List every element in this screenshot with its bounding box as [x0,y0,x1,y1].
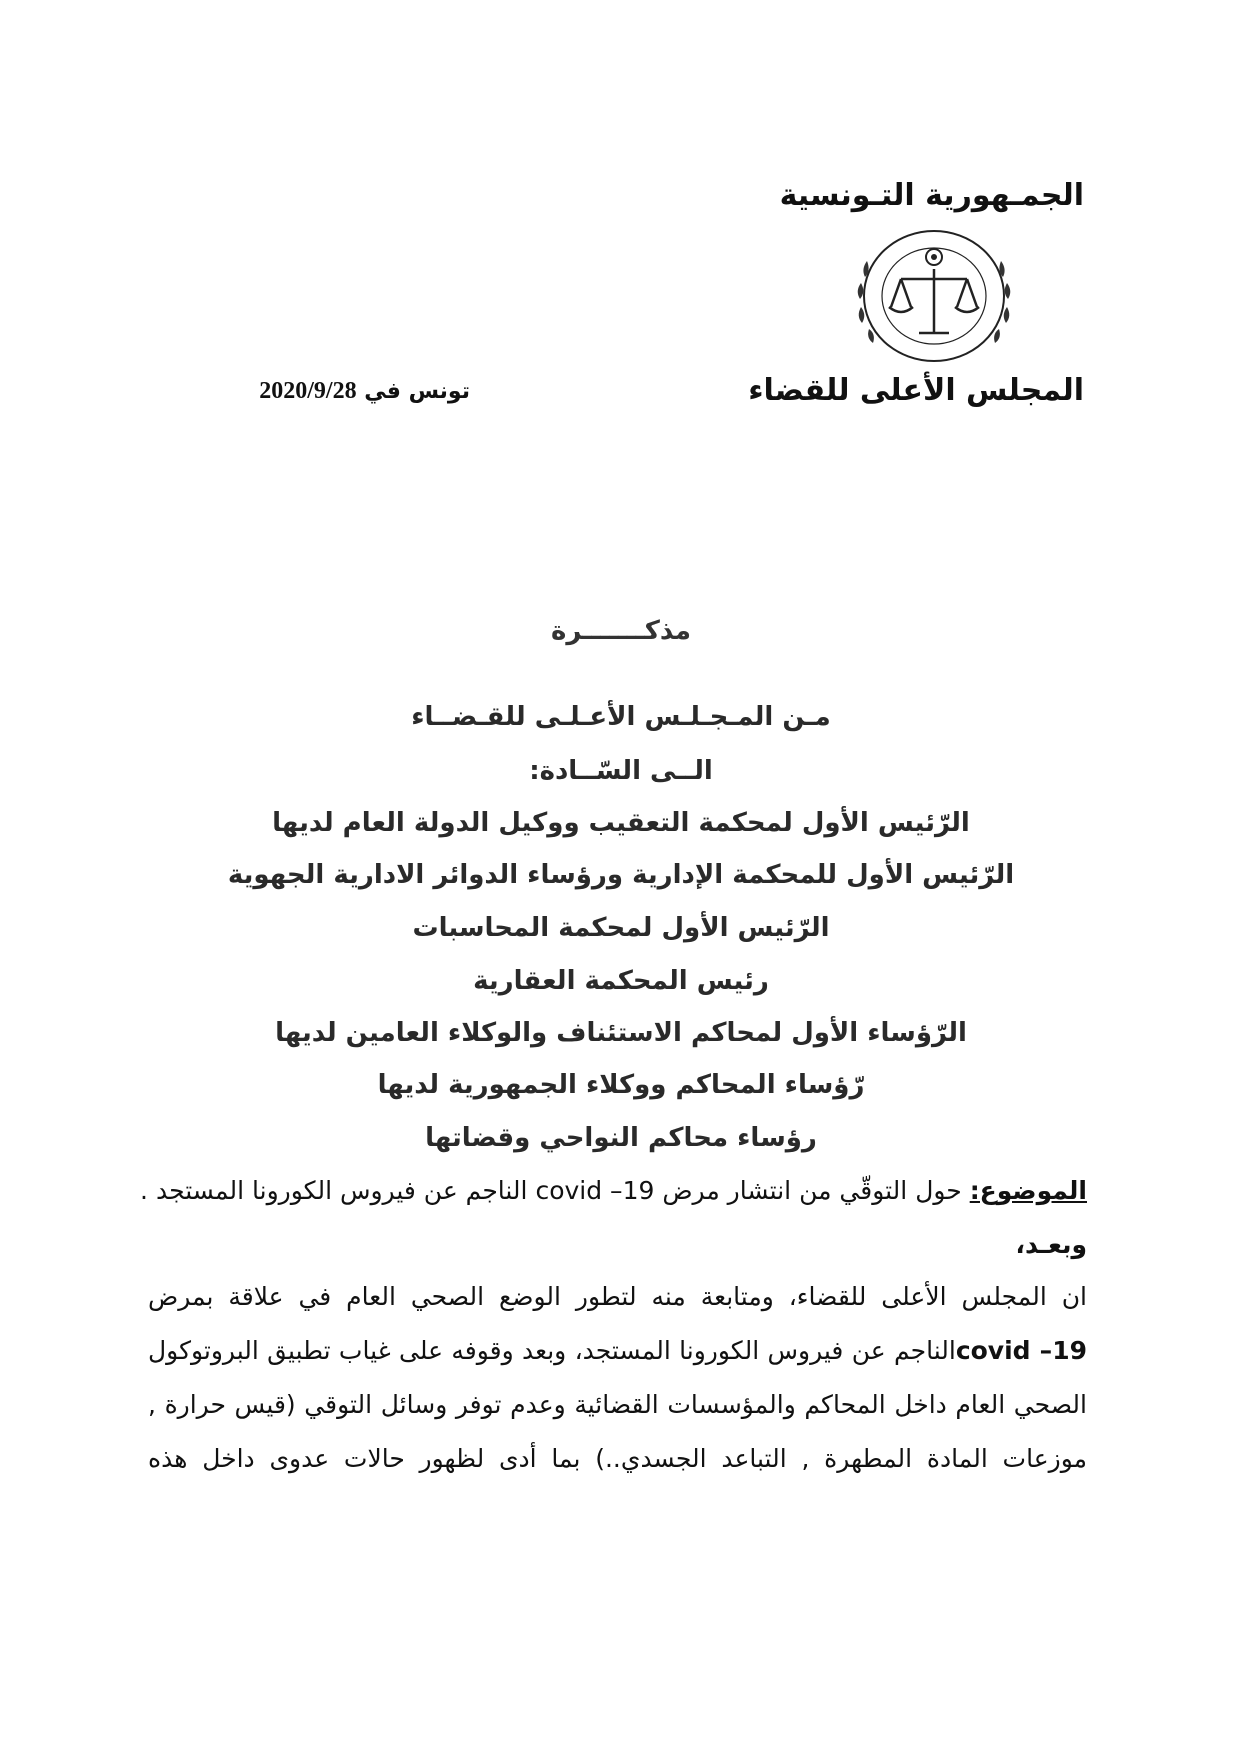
memo-from: مـن المـجـلـس الأعـلـى للقـضــاء [411,702,831,732]
recipient-line: الرّئيس الأول لمحكمة المحاسبات [412,913,830,943]
subject-text: حول التوقّي من انتشار مرض 19– covid الناجم عن فيروس الكورونا المستجد . [140,1176,962,1205]
body-line: الصحي العام داخل المحاكم والمؤسسات القضائية وعدم توفر وسائل التوقي (قيس حرارة , [148,1390,1087,1419]
body-line-text: الناجم عن فيروس الكورونا المستجد، وبعد وقوفه على غياب تطبيق البروتوكول [148,1336,956,1365]
date-value: 2020/9/28 [259,378,357,404]
memo-to: الــى السّــادة: [529,756,713,786]
date-label: تونس في [364,379,470,404]
date-line [150,378,470,405]
recipient-line: رّؤساء المحاكم ووكلاء الجمهورية لديها [377,1070,865,1100]
letterhead [748,178,1084,408]
memo-title: مذكـــــــرة [551,616,691,646]
republic-name: الجمـهورية التـونسية [779,178,1084,213]
subject-line [140,1176,1087,1205]
greeting: وبعـد، [1015,1230,1087,1259]
subject-label: الموضوع: [969,1176,1087,1205]
body-line [148,1336,1087,1365]
recipient-line: رؤساء محاكم النواحي وقضاتها [425,1123,817,1153]
body-line-disease-prefix: 19– covid [955,1336,1087,1365]
recipient-line: الرّئيس الأول للمحكمة الإدارية ورؤساء الدوائر الادارية الجهوية [227,860,1015,890]
recipient-line: الرّئيس الأول لمحكمة التعقيب ووكيل الدولة العام لديها [272,808,970,838]
body-line: موزعات المادة المطهرة , التباعد الجسدي..) بما أدى لظهور حالات عدوى داخل هذه [148,1444,1087,1473]
council-name: المجلس الأعلى للقضاء [748,373,1084,408]
recipient-line: رئيس المحكمة العقارية [473,966,769,996]
body-line: ان المجلس الأعلى للقضاء، ومتابعة منه لتطور الوضع الصحي العام في علاقة بمرض [148,1282,1087,1311]
recipient-line: الرّؤساء الأول لمحاكم الاستئناف والوكلاء العامين لديها [275,1018,967,1048]
balance-scales-seal-icon [839,221,1029,371]
